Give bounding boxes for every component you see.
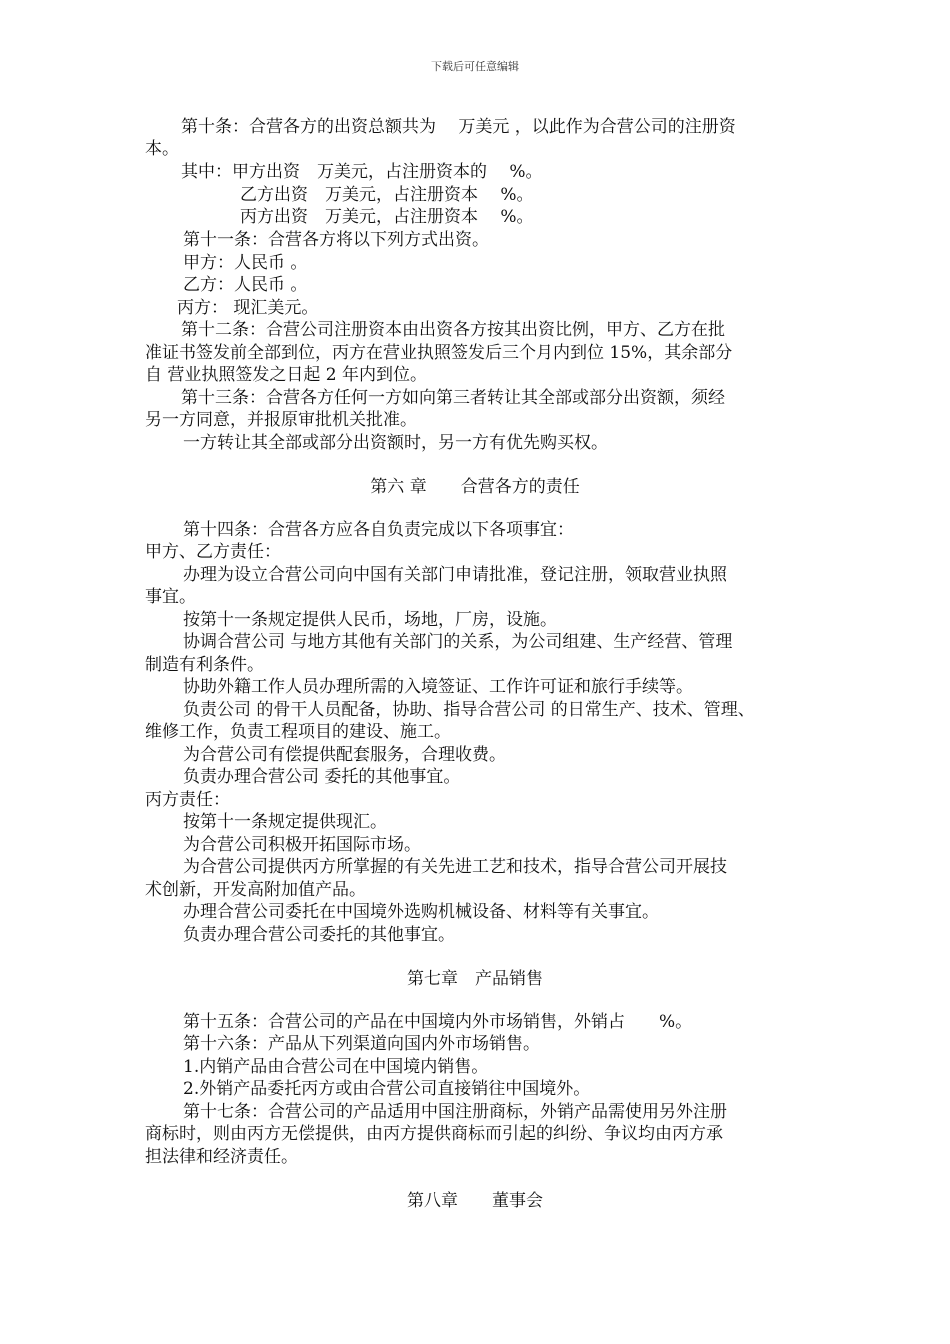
paragraph: 本。 [145,139,179,159]
paragraph: 其中：甲方出资 万美元，占注册资本的 %。 [181,162,543,182]
paragraph: 制造有利条件。 [145,655,264,675]
paragraph: 一方转让其全部或部分出资额时，另一方有优先购买权。 [183,433,608,453]
paragraph: 甲方：人民币 。 [183,253,308,273]
chapter-heading: 第八章 董事会 [407,1191,543,1211]
paragraph: 术创新，开发高附加值产品。 [145,880,366,900]
paragraph: 办理合营公司委托在中国境外选购机械设备、材料等有关事宜。 [183,902,659,922]
paragraph: 甲方、乙方责任： [145,542,281,562]
paragraph: 乙方出资 万美元，占注册资本 %。 [240,185,534,205]
paragraph: 第十六条：产品从下列渠道向国内外市场销售。 [183,1034,540,1054]
paragraph: 1.内销产品由合营公司在中国境内销售。 [183,1057,489,1077]
paragraph: 担法律和经济责任。 [145,1147,298,1167]
paragraph: 丙方责任： [145,790,230,810]
paragraph: 第十一条：合营各方将以下列方式出资。 [183,230,489,250]
paragraph: 办理为设立合营公司向中国有关部门申请批准，登记注册，领取营业执照 [183,565,727,585]
page-header: 下载后可任意编辑 [431,60,519,73]
paragraph: 第十二条：合营公司注册资本由出资各方按其出资比例，甲方、乙方在批 [181,320,725,340]
paragraph: 事宜。 [145,587,196,607]
paragraph: 第十四条：合营各方应各自负责完成以下各项事宜： [183,520,574,540]
paragraph: 第十五条：合营公司的产品在中国境内外市场销售，外销占 %。 [183,1012,693,1032]
paragraph: 第十三条：合营各方任何一方如向第三者转让其全部或部分出资额，须经 [181,388,725,408]
paragraph: 协助外籍工作人员办理所需的入境签证、工作许可证和旅行手续等。 [183,677,693,697]
chapter-heading: 第七章 产品销售 [407,969,543,989]
paragraph: 负责办理合营公司 委托的其他事宜。 [183,767,461,787]
paragraph: 自 营业执照签发之日起 2 年内到位。 [145,365,428,385]
paragraph: 为合营公司积极开拓国际市场。 [183,835,421,855]
paragraph: 准证书签发前全部到位，丙方在营业执照签发后三个月内到位 15%，其余部分 [145,343,733,363]
paragraph: 第十七条：合营公司的产品适用中国注册商标，外销产品需使用另外注册 [183,1102,727,1122]
paragraph: 乙方：人民币 。 [183,275,308,295]
paragraph: 丙方： 现汇美元。 [177,298,319,318]
paragraph: 商标时，则由丙方无偿提供，由丙方提供商标而引起的纠纷、争议均由丙方承 [145,1124,723,1144]
paragraph: 按第十一条规定提供现汇。 [183,812,387,832]
paragraph: 丙方出资 万美元，占注册资本 %。 [240,207,534,227]
paragraph: 2.外销产品委托丙方或由合营公司直接销往中国境外。 [183,1079,591,1099]
paragraph: 负责办理合营公司委托的其他事宜。 [183,925,455,945]
paragraph: 第十条：合营各方的出资总额共为 万美元 ，以此作为合营公司的注册资 [181,117,736,137]
paragraph: 按第十一条规定提供人民币，场地，厂房，设施。 [183,610,557,630]
paragraph: 协调合营公司 与地方其他有关部门的关系，为公司组建、生产经营、管理 [183,632,733,652]
paragraph: 为合营公司提供丙方所掌握的有关先进工艺和技术，指导合营公司开展技 [183,857,727,877]
paragraph: 为合营公司有偿提供配套服务，合理收费。 [183,745,506,765]
paragraph: 维修工作，负责工程项目的建设、施工。 [145,722,451,742]
paragraph: 负责公司 的骨干人员配备，协助、指导合营公司 的日常生产、技术、管理、 [183,700,755,720]
paragraph: 另一方同意，并报原审批机关批准。 [145,410,417,430]
chapter-heading: 第六 章 合营各方的责任 [370,477,580,497]
